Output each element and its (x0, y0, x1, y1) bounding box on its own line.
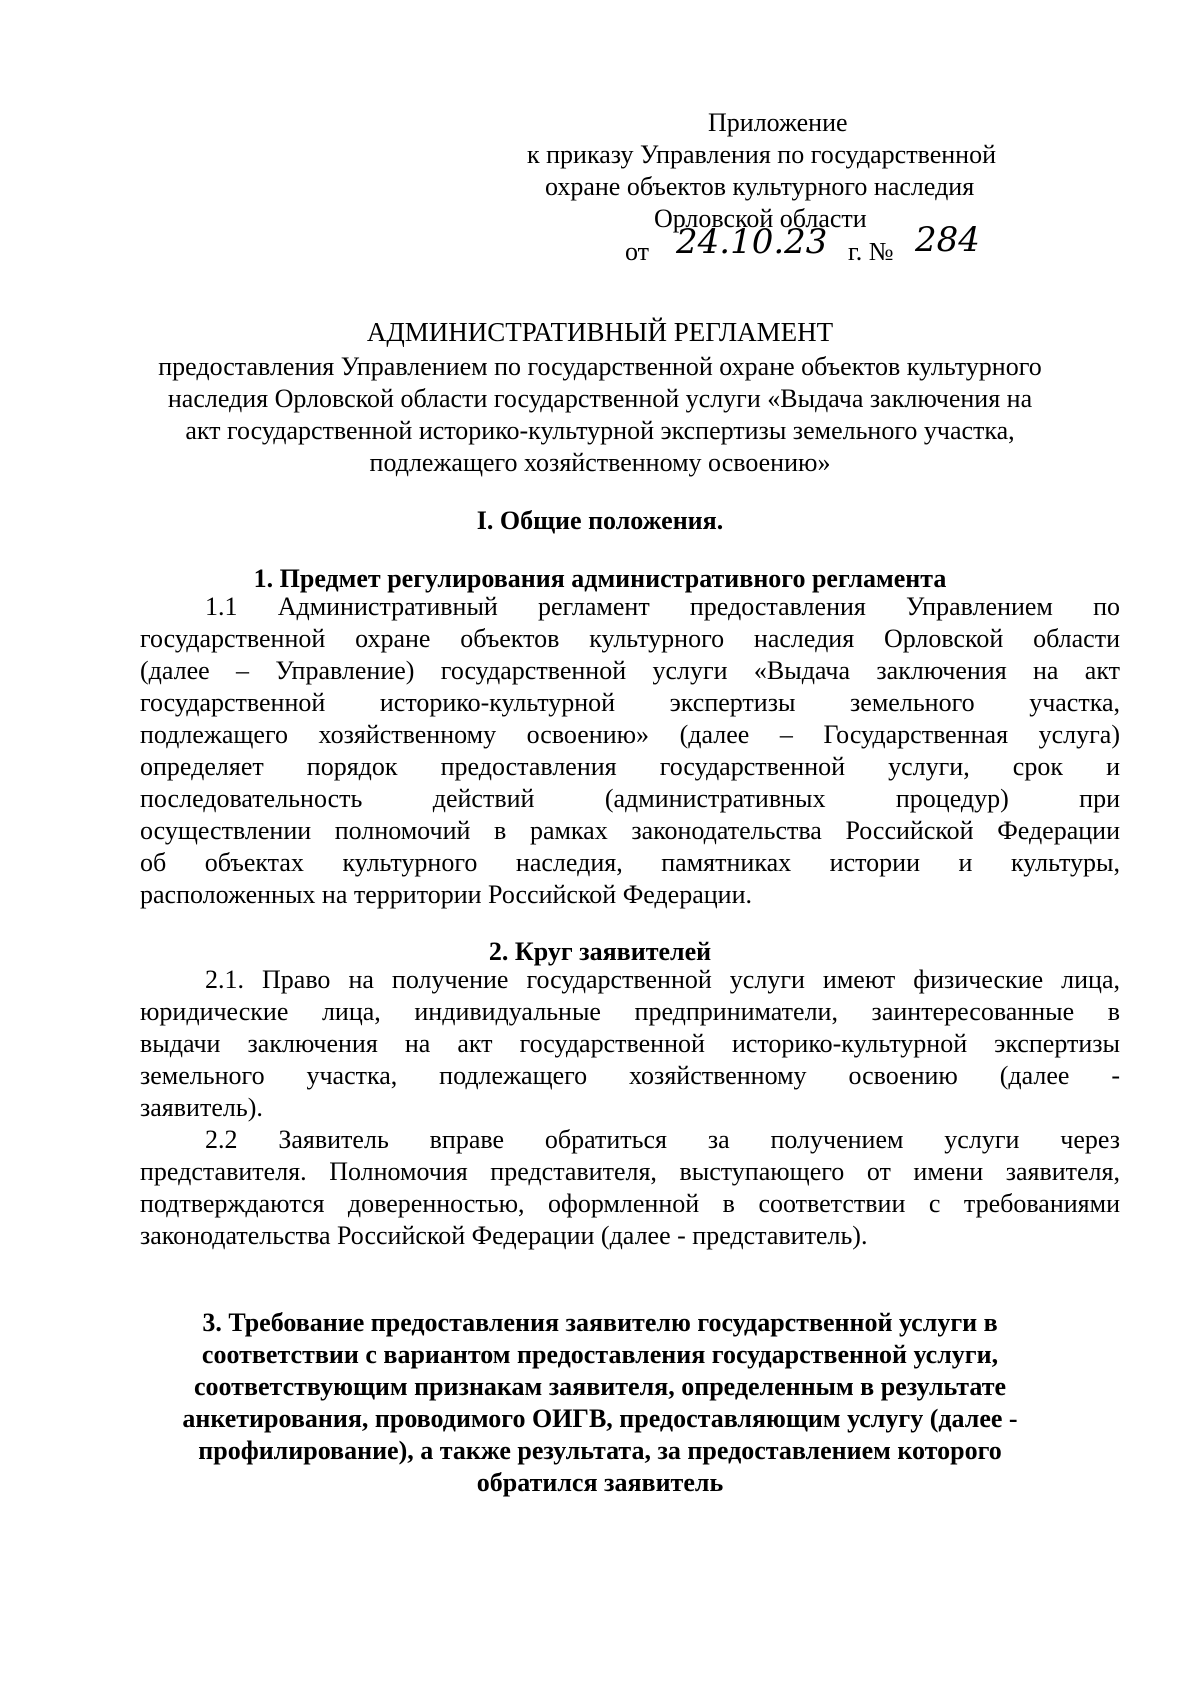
para-2-2-line: представителя. Полномочия представителя, выступающего от имени заявителя, (140, 1157, 1120, 1186)
subtitle-line-3: акт государственной историко-культурной экспертизы земельного участка, (185, 416, 1015, 445)
heading-2: 2. Круг заявителей (488, 937, 712, 966)
para-2-1-line: выдачи заключения на акт государственной историко-культурной экспертизы (140, 1029, 1120, 1058)
para-1-1-line: осуществлении полномочий в рамках законодательства Российской Федерации (140, 816, 1120, 845)
subtitle-line-1: предоставления Управлением по государственной охране объектов культурного (158, 352, 1042, 381)
heading-3-line: соответствии с вариантом предоставления государственной услуги, (201, 1340, 999, 1369)
para-2-2-line: законодательства Российской Федерации (далее - представитель). (140, 1221, 868, 1250)
para-1-1-line: последовательность действий (административных процедур) при (140, 784, 1120, 813)
section-heading: I. Общие положения. (476, 506, 724, 535)
heading-3-line: профилирование), а также результата, за предоставлением которого (198, 1436, 1002, 1465)
subtitle-line-2: наследия Орловской области государственной услуги «Выдача заключения на (167, 384, 1033, 413)
para-2-1-line: земельного участка, подлежащего хозяйственному освоению (далее - (140, 1061, 1120, 1090)
para-1-1-line: подлежащего хозяйственному освоению» (далее – Государственная услуга) (140, 720, 1120, 749)
header-line-2: к приказу Управления по государственной (527, 140, 996, 169)
heading-3-line: обратился заявитель (476, 1468, 724, 1497)
para-1-1-line: об объектах культурного наследия, памятниках истории и культуры, (140, 848, 1120, 877)
para-2-1-line: 2.1. Право на получение государственной услуги имеют физические лица, (205, 965, 1120, 994)
handwritten-order-number: 284 (915, 220, 980, 260)
para-2-1-line: заявитель). (140, 1093, 263, 1122)
subtitle-line-4: подлежащего хозяйственному освоению» (369, 448, 831, 477)
header-ot-label: от (625, 237, 650, 266)
para-1-1-line: государственной историко-культурной экспертизы земельного участка, (140, 688, 1120, 717)
heading-1: 1. Предмет регулирования административного регламента (253, 564, 947, 593)
para-1-1-line: расположенных на территории Российской Федерации. (140, 880, 752, 909)
handwritten-date: 24.10.23 (676, 222, 828, 262)
para-2-1-line: юридические лица, индивидуальные предприниматели, заинтересованные в (140, 997, 1120, 1026)
heading-3-line: анкетирования, проводимого ОИГВ, предоставляющим услугу (далее - (182, 1404, 1018, 1433)
para-1-1-line: определяет порядок предоставления государственной услуги, срок и (140, 752, 1120, 781)
header-line-4: Орловской области (654, 204, 867, 233)
para-1-1-line: государственной охране объектов культурного наследия Орловской области (140, 624, 1120, 653)
document-title: АДМИНИСТРАТИВНЫЙ РЕГЛАМЕНТ (366, 317, 834, 347)
para-1-1-line: 1.1 Административный регламент предоставления Управлением по (205, 592, 1120, 621)
para-1-1-line: (далее – Управление) государственной услуги «Выдача заключения на акт (140, 656, 1120, 685)
para-2-2-line: подтверждаются доверенностью, оформленной в соответствии с требованиями (140, 1189, 1120, 1218)
heading-3-line: 3. Требование предоставления заявителю государственной услуги в (202, 1308, 998, 1337)
header-line-3: охране объектов культурного наследия (545, 172, 975, 201)
header-line-1: Приложение (708, 108, 848, 137)
header-year-number-label: г. № (848, 237, 894, 266)
para-2-2-line: 2.2 Заявитель вправе обратиться за получением услуги через (205, 1125, 1120, 1154)
heading-3-line: соответствующим признакам заявителя, определенным в результате (193, 1372, 1007, 1401)
